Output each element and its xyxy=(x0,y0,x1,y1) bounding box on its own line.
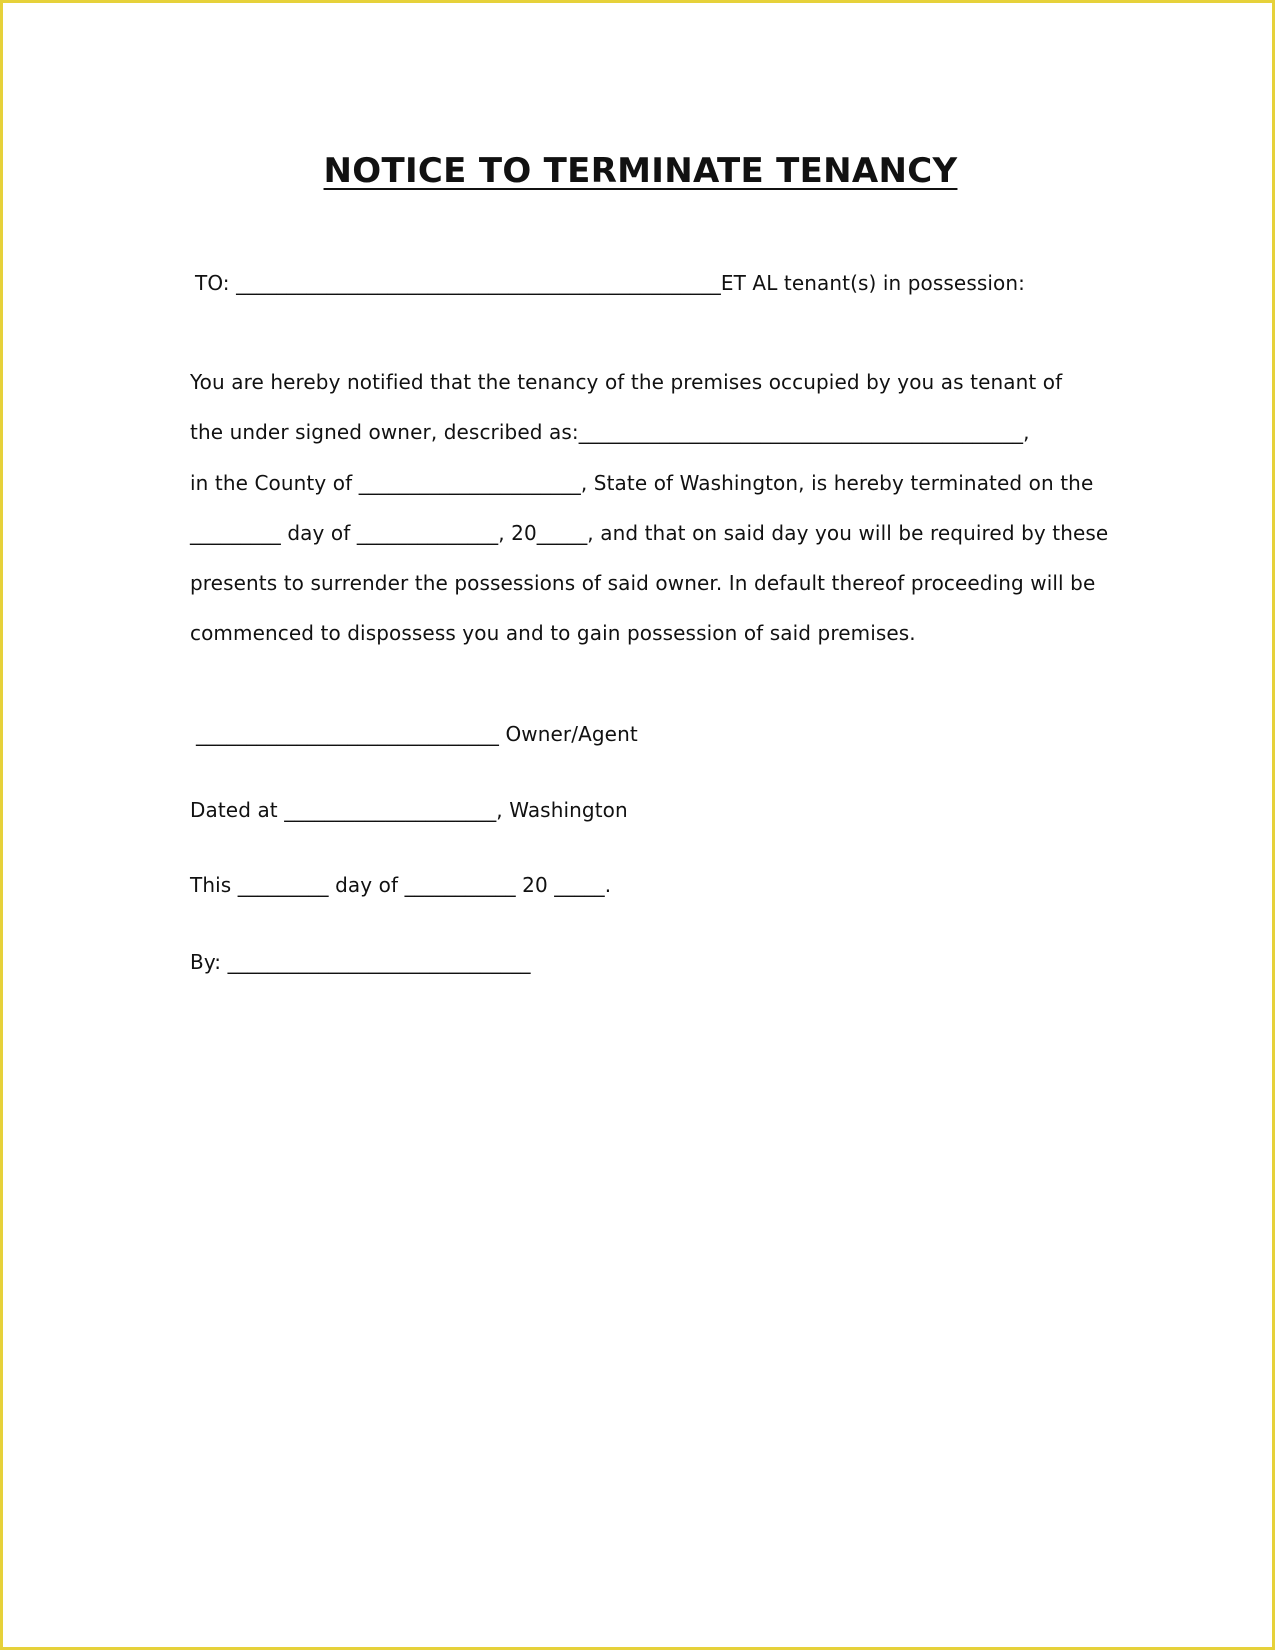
body-line: in the County of ______________________, State of Washington, is hereby terminated on the xyxy=(190,471,1094,495)
body-line: _________ day of ______________, 20_____, and that on said day you will be required by these xyxy=(190,521,1109,545)
document-title: NOTICE TO TERMINATE TENANCY xyxy=(323,151,958,191)
body-line: presents to surrender the possessions of said owner. In default thereof proceeding will be xyxy=(190,571,1096,595)
dated-at-line: Dated at _____________________, Washington xyxy=(190,798,628,822)
body-line: You are hereby notified that the tenancy of the premises occupied by you as tenant of xyxy=(190,370,1063,394)
body-line: commenced to dispossess you and to gain possession of said premises. xyxy=(190,621,916,645)
this-day-line: This _________ day of ___________ 20 _____. xyxy=(190,873,612,897)
by-signature-line: By: ______________________________ xyxy=(190,950,531,974)
body-line: the under signed owner, described as:____________________________________________, xyxy=(190,420,1030,444)
to-line: TO: ________________________________________________ET AL tenant(s) in possession: xyxy=(195,271,1025,295)
owner-agent-signature-line: ______________________________ Owner/Agent xyxy=(196,722,638,746)
